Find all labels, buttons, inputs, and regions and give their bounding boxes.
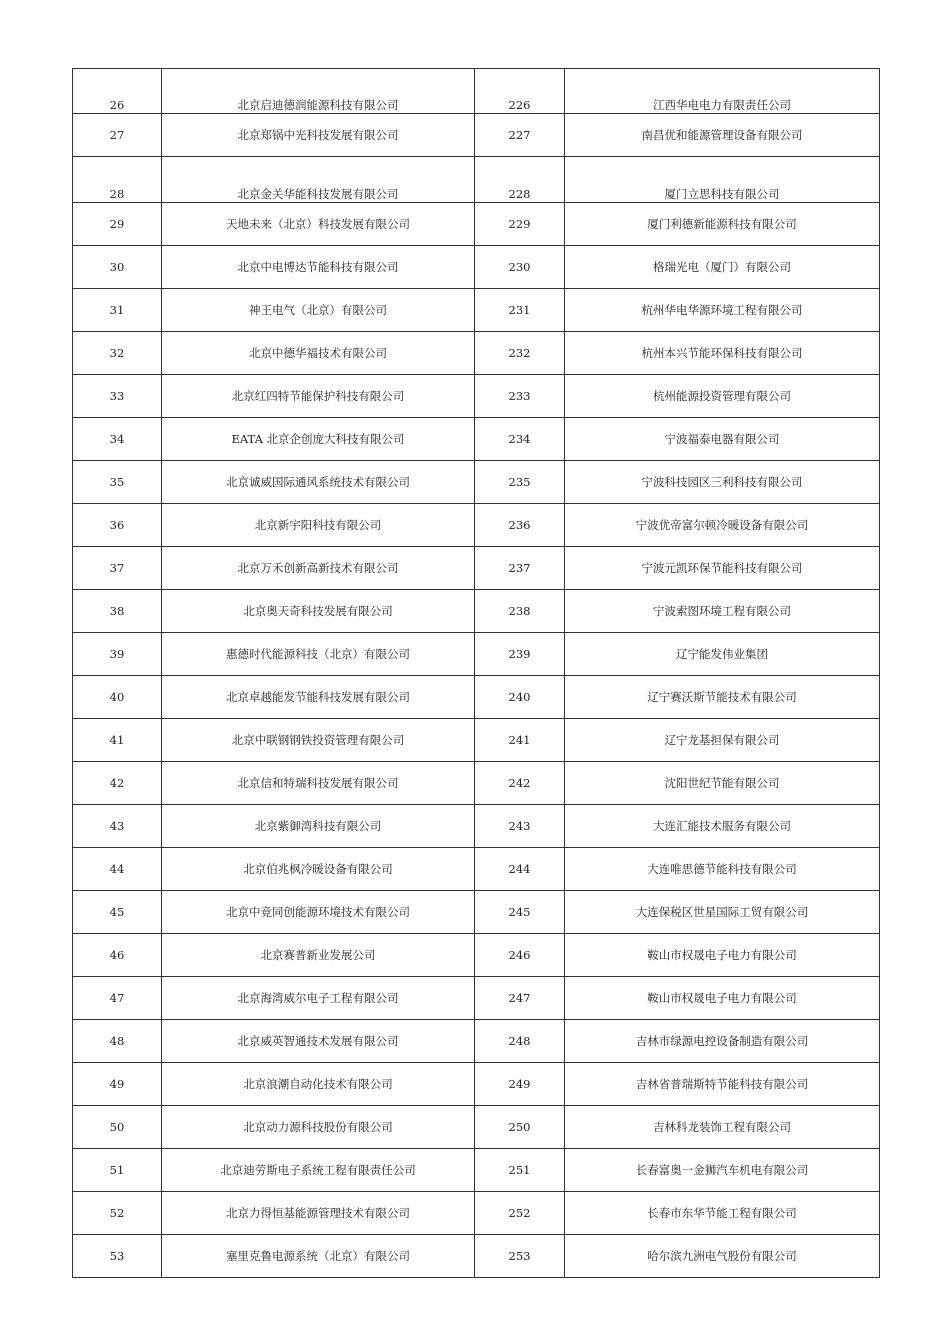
company-name-right: 宁波优帝富尔顿冷暖设备有限公司 [565, 504, 880, 547]
row-number-right: 229 [475, 203, 565, 246]
company-name-right: 辽宁能发伟业集团 [565, 633, 880, 676]
company-name-left: 北京浪潮自动化技术有限公司 [162, 1063, 475, 1106]
company-name-left: 北京新宇阳科技有限公司 [162, 504, 475, 547]
row-number-left: 34 [73, 418, 162, 461]
table-row [73, 289, 880, 332]
company-name-left: 北京诚威国际通风系统技术有限公司 [162, 461, 475, 504]
company-name-left: 北京迪劳斯电子系统工程有限责任公司 [162, 1149, 475, 1192]
table-row [73, 762, 880, 805]
company-name-right: 杭州华电华源环境工程有限公司 [565, 289, 880, 332]
row-number-left: 45 [73, 891, 162, 934]
table-row [73, 590, 880, 633]
row-number-left: 36 [73, 504, 162, 547]
row-number-left: 52 [73, 1192, 162, 1235]
row-number-right: 233 [475, 375, 565, 418]
company-name-left: 北京力得恒基能源管理技术有限公司 [162, 1192, 475, 1235]
row-number-left: 43 [73, 805, 162, 848]
table-row [73, 1235, 880, 1278]
table-row [73, 157, 880, 203]
row-number-left: 31 [73, 289, 162, 332]
row-number-right: 244 [475, 848, 565, 891]
row-number-right: 246 [475, 934, 565, 977]
company-name-left: 北京威英智通技术发展有限公司 [162, 1020, 475, 1063]
company-name-right: 南昌优和能源管理设备有限公司 [565, 114, 880, 157]
company-name-left: EATA 北京企创庞大科技有限公司 [162, 418, 475, 461]
row-number-left: 38 [73, 590, 162, 633]
row-number-left: 28 [73, 157, 162, 203]
row-number-right: 250 [475, 1106, 565, 1149]
row-number-left: 48 [73, 1020, 162, 1063]
table-row [73, 891, 880, 934]
company-name-right: 大连保税区世星国际工贸有限公司 [565, 891, 880, 934]
company-name-left: 北京动力源科技股份有限公司 [162, 1106, 475, 1149]
row-number-left: 51 [73, 1149, 162, 1192]
company-name-right: 鞍山市权晟电子电力有限公司 [565, 977, 880, 1020]
table-row [73, 1020, 880, 1063]
company-name-left: 北京郑锅中光科技发展有限公司 [162, 114, 475, 157]
company-name-right: 吉林科龙装饰工程有限公司 [565, 1106, 880, 1149]
table-row [73, 69, 880, 114]
row-number-right: 242 [475, 762, 565, 805]
row-number-right: 238 [475, 590, 565, 633]
row-number-right: 237 [475, 547, 565, 590]
company-name-left: 北京海湾威尔电子工程有限公司 [162, 977, 475, 1020]
row-number-right: 253 [475, 1235, 565, 1278]
table-row [73, 1149, 880, 1192]
company-name-left: 北京伯兆枫冷暖设备有限公司 [162, 848, 475, 891]
company-name-left: 北京金关华能科技发展有限公司 [162, 157, 475, 203]
company-name-left: 北京启迪德润能源科技有限公司 [162, 69, 475, 114]
company-name-right: 辽宁赛沃斯节能技术有限公司 [565, 676, 880, 719]
row-number-left: 49 [73, 1063, 162, 1106]
row-number-right: 232 [475, 332, 565, 375]
row-number-right: 251 [475, 1149, 565, 1192]
company-name-left: 北京紫御湾科技有限公司 [162, 805, 475, 848]
company-name-left: 神王电气（北京）有限公司 [162, 289, 475, 332]
company-name-right: 辽宁龙基担保有限公司 [565, 719, 880, 762]
table-row [73, 203, 880, 246]
company-name-left: 北京中德华福技术有限公司 [162, 332, 475, 375]
company-name-right: 格瑞光电（厦门）有限公司 [565, 246, 880, 289]
row-number-right: 234 [475, 418, 565, 461]
row-number-left: 41 [73, 719, 162, 762]
table-row [73, 719, 880, 762]
row-number-left: 30 [73, 246, 162, 289]
row-number-right: 235 [475, 461, 565, 504]
table-row [73, 934, 880, 977]
table-row [73, 676, 880, 719]
row-number-left: 33 [73, 375, 162, 418]
company-name-right: 鞍山市权晟电子电力有限公司 [565, 934, 880, 977]
row-number-left: 26 [73, 69, 162, 114]
row-number-left: 53 [73, 1235, 162, 1278]
table-row [73, 375, 880, 418]
company-name-right: 宁波科技园区三利科技有限公司 [565, 461, 880, 504]
company-name-right: 宁波索图环境工程有限公司 [565, 590, 880, 633]
table-body [73, 69, 880, 1278]
company-name-left: 北京中联钢钢铁投资管理有限公司 [162, 719, 475, 762]
row-number-right: 248 [475, 1020, 565, 1063]
row-number-left: 32 [73, 332, 162, 375]
table-row [73, 633, 880, 676]
table-row [73, 977, 880, 1020]
company-name-right: 长春富奥一金狮汽车机电有限公司 [565, 1149, 880, 1192]
row-number-left: 27 [73, 114, 162, 157]
company-name-right: 江西华电电力有限责任公司 [565, 69, 880, 114]
row-number-right: 249 [475, 1063, 565, 1106]
table-row [73, 418, 880, 461]
company-name-right: 杭州能源投资管理有限公司 [565, 375, 880, 418]
company-name-right: 厦门立思科技有限公司 [565, 157, 880, 203]
company-name-left: 北京红四特节能保护科技有限公司 [162, 375, 475, 418]
company-name-right: 杭州本兴节能环保科技有限公司 [565, 332, 880, 375]
company-name-right: 宁波福泰电器有限公司 [565, 418, 880, 461]
company-name-right: 宁波元凯环保节能科技有限公司 [565, 547, 880, 590]
row-number-left: 42 [73, 762, 162, 805]
row-number-right: 252 [475, 1192, 565, 1235]
row-number-left: 29 [73, 203, 162, 246]
company-name-right: 大连汇能技术服务有限公司 [565, 805, 880, 848]
company-name-right: 厦门利德新能源科技有限公司 [565, 203, 880, 246]
company-name-right: 长春市东华节能工程有限公司 [565, 1192, 880, 1235]
row-number-left: 37 [73, 547, 162, 590]
row-number-right: 239 [475, 633, 565, 676]
company-name-right: 吉林市绿源电控设备制造有限公司 [565, 1020, 880, 1063]
row-number-right: 227 [475, 114, 565, 157]
table-row [73, 848, 880, 891]
table-row [73, 1192, 880, 1235]
table-row [73, 461, 880, 504]
company-list-table [72, 68, 880, 1278]
company-name-left: 北京万禾创新高新技术有限公司 [162, 547, 475, 590]
row-number-right: 236 [475, 504, 565, 547]
company-name-right: 哈尔滨九洲电气股份有限公司 [565, 1235, 880, 1278]
table-row [73, 805, 880, 848]
table-row [73, 114, 880, 157]
company-name-right: 吉林省普瑞斯特节能科技有限公司 [565, 1063, 880, 1106]
table-row [73, 246, 880, 289]
row-number-right: 230 [475, 246, 565, 289]
company-name-left: 北京中竞同创能源环境技术有限公司 [162, 891, 475, 934]
row-number-left: 50 [73, 1106, 162, 1149]
company-name-left: 北京卓越能发节能科技发展有限公司 [162, 676, 475, 719]
row-number-right: 243 [475, 805, 565, 848]
row-number-right: 228 [475, 157, 565, 203]
company-name-left: 北京信和特瑞科技发展有限公司 [162, 762, 475, 805]
row-number-left: 44 [73, 848, 162, 891]
company-name-right: 大连唯思德节能科技有限公司 [565, 848, 880, 891]
row-number-left: 47 [73, 977, 162, 1020]
company-name-left: 北京奥天奇科技发展有限公司 [162, 590, 475, 633]
row-number-left: 35 [73, 461, 162, 504]
row-number-right: 226 [475, 69, 565, 114]
company-name-left: 惠德时代能源科技（北京）有限公司 [162, 633, 475, 676]
table-row [73, 1063, 880, 1106]
company-name-left: 北京赛普新业发展公司 [162, 934, 475, 977]
row-number-right: 245 [475, 891, 565, 934]
table-row [73, 1106, 880, 1149]
row-number-left: 39 [73, 633, 162, 676]
row-number-right: 241 [475, 719, 565, 762]
company-name-right: 沈阳世纪节能有限公司 [565, 762, 880, 805]
company-name-left: 天地未来（北京）科技发展有限公司 [162, 203, 475, 246]
row-number-right: 240 [475, 676, 565, 719]
row-number-left: 40 [73, 676, 162, 719]
table-row [73, 332, 880, 375]
table-row [73, 547, 880, 590]
company-name-left: 塞里克鲁电源系统（北京）有限公司 [162, 1235, 475, 1278]
row-number-right: 247 [475, 977, 565, 1020]
row-number-right: 231 [475, 289, 565, 332]
row-number-left: 46 [73, 934, 162, 977]
table-row [73, 504, 880, 547]
company-name-left: 北京中电博达节能科技有限公司 [162, 246, 475, 289]
